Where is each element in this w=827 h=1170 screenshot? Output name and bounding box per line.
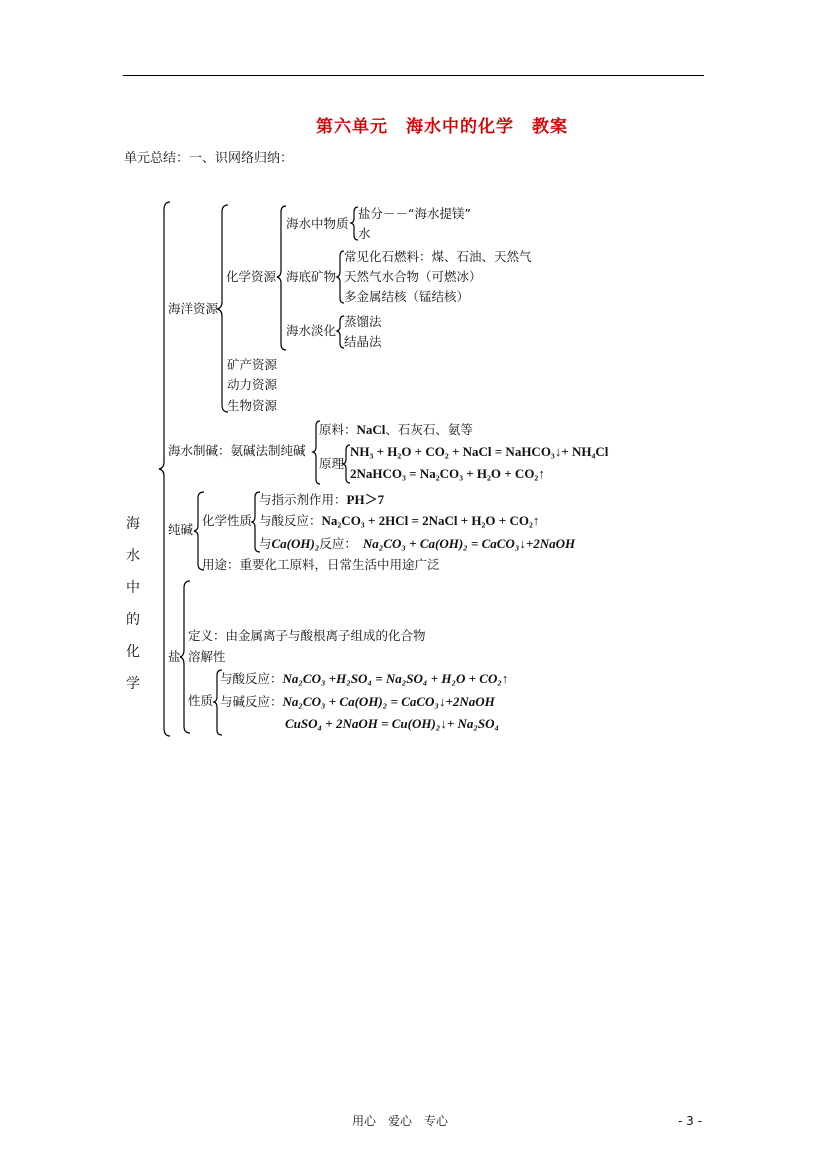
salt-base-line: 与碱反应：Na₂CO₃ + Ca(OH)₂ = CaCO₃↓+2NaOH (220, 694, 495, 709)
seabed-item: 天然气水合物（可燃冰） (344, 269, 482, 284)
ocean-label: 海洋资源 (168, 301, 219, 316)
principle-label: 原理 (319, 456, 345, 471)
salt-property-label: 性质 (188, 693, 214, 708)
footer-motto: 用心 爱心 专心 (352, 1114, 449, 1128)
salt-definition: 定义：由金属离子与酸根离子组成的化合物 (188, 628, 426, 643)
salt-solubility: 溶解性 (188, 649, 226, 664)
equation-2: 2NaHCO₃ = Na₂CO₃ + H₂O + CO₂↑ (350, 466, 545, 481)
raw-material-line: 原料：NaCl、石灰石、氨等 (319, 422, 473, 437)
seawater-label: 海水中物质 (286, 216, 349, 231)
equation-1: NH₃ + H₂O + CO₂ + NaCl = NaHCO₃↓+ NH₄Cl (350, 444, 609, 459)
soda-making-label: 海水制碱：氨碱法制纯碱 (168, 443, 306, 458)
desal-label: 海水淡化 (286, 323, 337, 338)
chem-resource-label: 化学资源 (226, 269, 277, 284)
page-number: - 3 - (678, 1114, 702, 1128)
seabed-label: 海底矿物 (286, 269, 337, 284)
acid-reaction-line: 与酸反应：Na₂CO₃ + 2HCl = 2NaCl + H₂O + CO₂↑ (259, 513, 540, 528)
other-resource: 动力资源 (227, 377, 278, 392)
soda-use: 用途：重要化工原料，日常生活中用途广泛 (202, 557, 440, 572)
seawater-item: 盐分－－“海水提镁” (358, 206, 471, 221)
root-label: 海 水 中 的 化 学 (126, 516, 140, 692)
seawater-brace (351, 207, 358, 240)
other-resource: 生物资源 (227, 398, 278, 413)
salt-acid-line: 与酸反应：Na₂CO₃ +H₂SO₄ = Na₂SO₄ + H₂O + CO₂↑ (220, 671, 509, 686)
desal-item: 蒸馏法 (344, 314, 382, 329)
indicator-line: 与指示剂作用：PH＞7 (259, 492, 385, 507)
intro-text: 单元总结：一、识网络归纳： (124, 151, 294, 166)
seawater-item: 水 (358, 226, 371, 241)
base-reaction-line: 与Ca(OH)₂反应： Na₂CO₃ + Ca(OH)₂ = CaCO₃↓+2NaOH (259, 536, 576, 551)
seabed-item: 多金属结核（锰结核） (344, 289, 470, 304)
desal-item: 结晶法 (344, 334, 382, 349)
soda-label: 纯碱 (168, 522, 194, 537)
other-resource: 矿产资源 (227, 357, 278, 372)
chem-brace (277, 206, 286, 350)
desal-brace (337, 316, 344, 348)
salt-base-eq2: CuSO₄ + 2NaOH = Cu(OH)₂↓+ Na₂SO₄ (285, 716, 500, 731)
page-title: 第六单元 海水中的化学 教案 (316, 117, 568, 137)
chem-property-label: 化学性质 (202, 513, 253, 528)
salt-label: 盐 (168, 649, 181, 664)
seabed-item: 常见化石燃料：煤、石油、天然气 (344, 249, 532, 264)
seabed-brace (337, 251, 344, 303)
principle-brace (343, 445, 350, 483)
